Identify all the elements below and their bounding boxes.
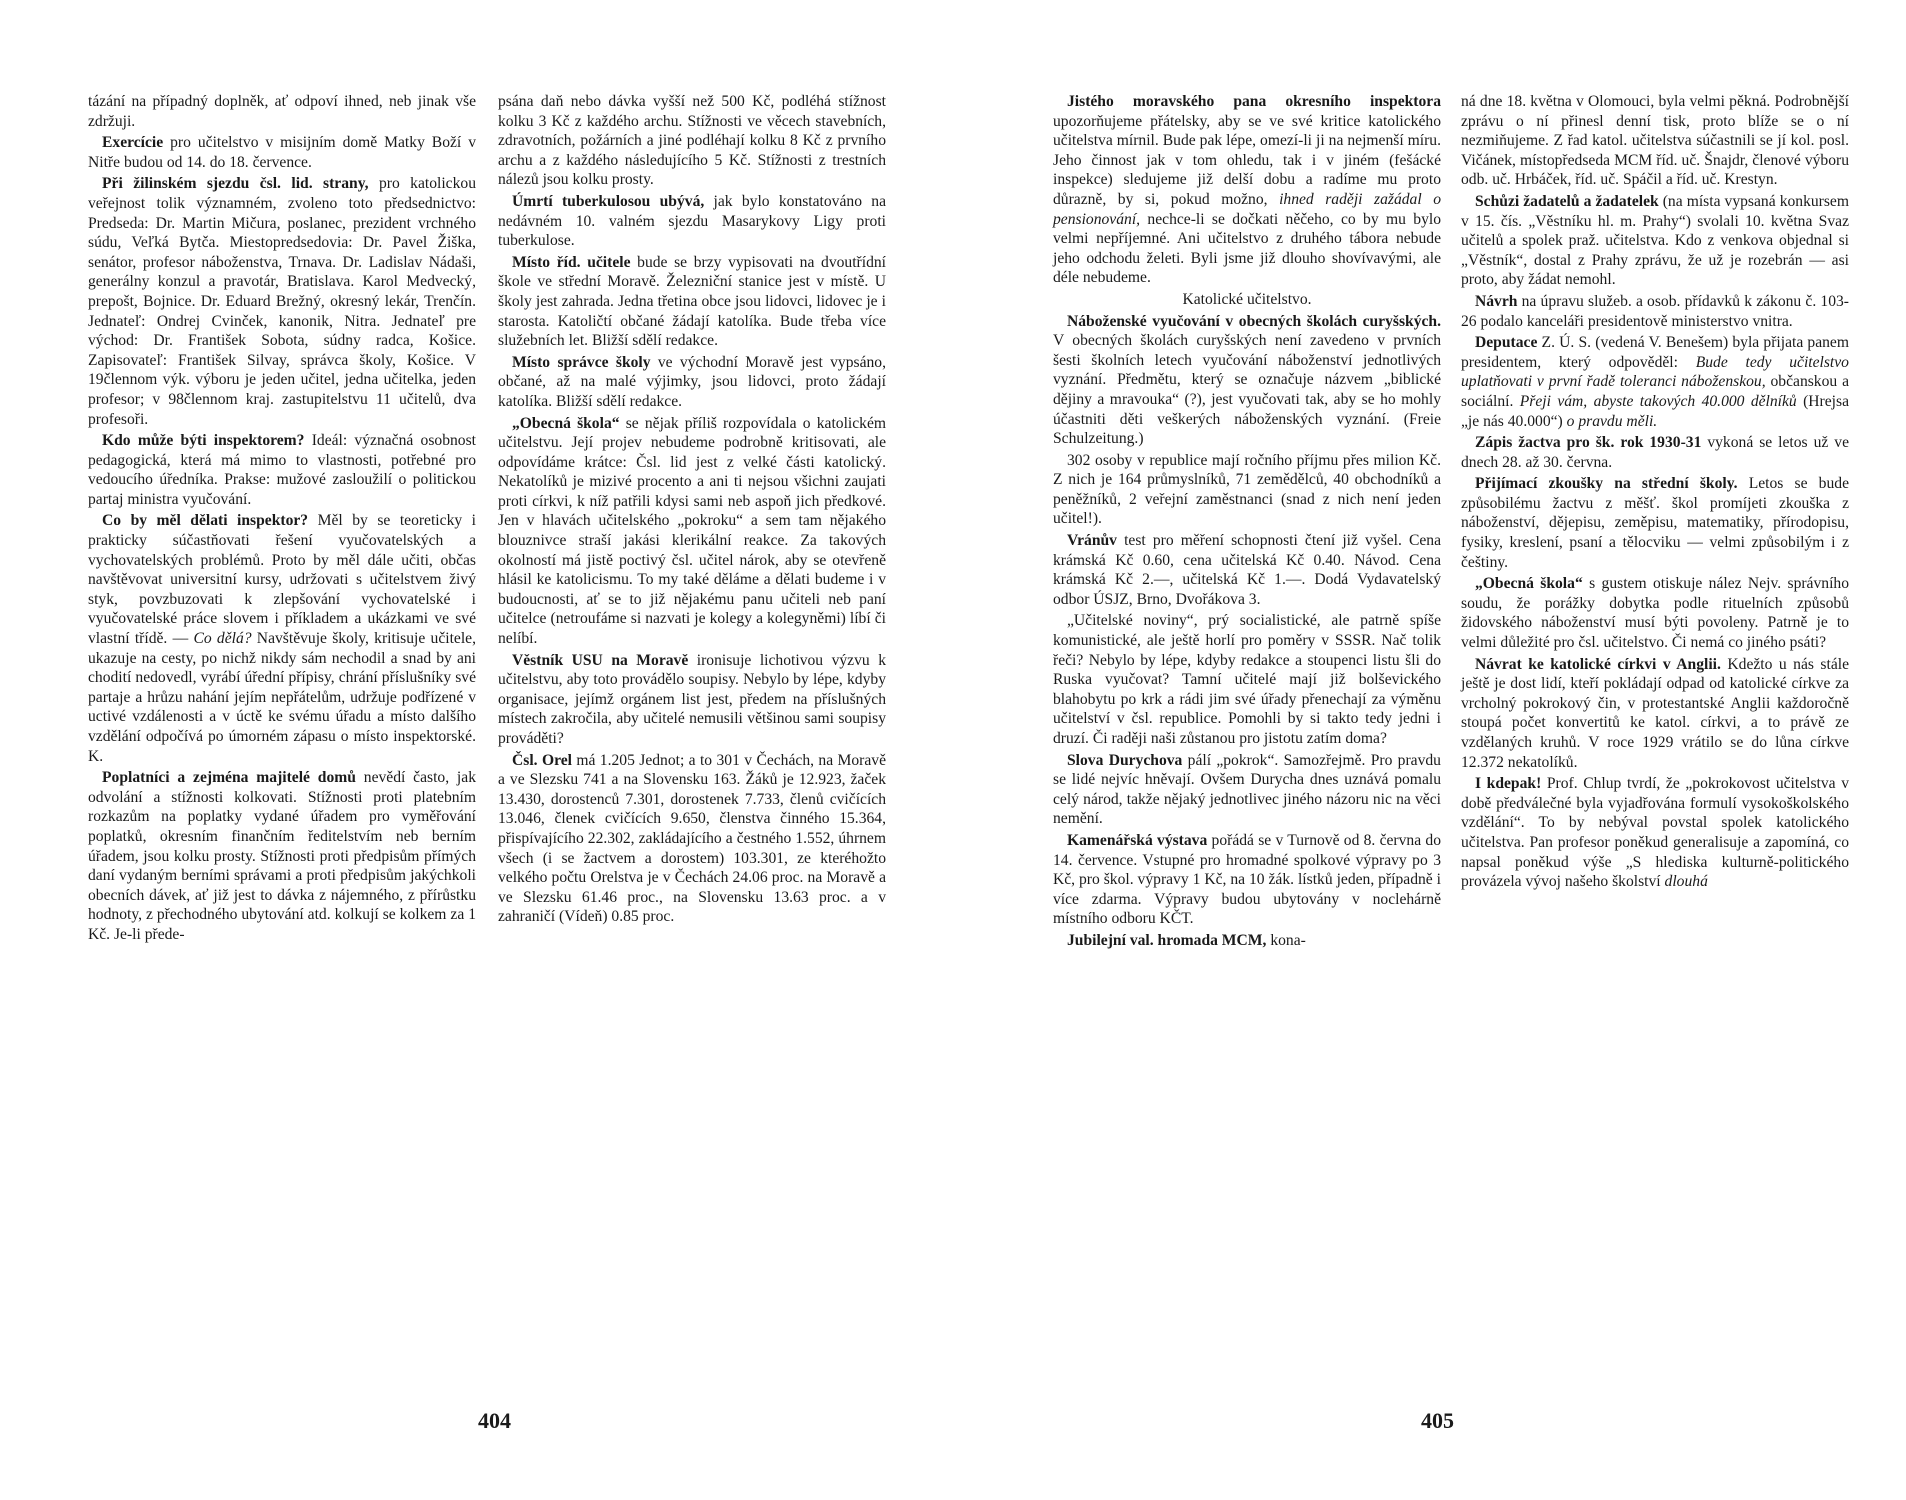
emphasis-text: Bude tedy učitelstvo uplatňovati v první řadě toleranci náboženskou, [1461, 353, 1849, 391]
article-paragraph [1053, 451, 1441, 529]
article-paragraph [1053, 751, 1441, 829]
article-paragraph [1461, 192, 1849, 290]
article-paragraph [1053, 611, 1441, 748]
article-heading: Návrh [1475, 292, 1518, 310]
article-text: test pro měření schopnosti čtení již vyšel. Cena krámská Kč 0.60, cena učitelská Kč 0.40. Návod. Cena krámská Kč 2.—, učitelská Kč 1.—. Dodá Vydavatelský odbor ÚSJZ, Brno, Dvořákova 3. [1053, 532, 1441, 608]
article-paragraph [498, 751, 886, 927]
article-text: Kdežto u nás stále ještě je dost lidí, kteří pokládají odpad od katolické církve za vrcholný pokrokový čin, v protestantské Anglii každoročně stoupá počet konvertitů ke katol. církvi, a to právě ze vzdělaných kruhů. V roce 1929 vrátilo se do lůna církve 12.372 nekatolíků. [1461, 655, 1849, 771]
article-text: Prof. Chlup tvrdí, že „pokrokovost učitelstva v době předválečné byla vyjadřována formulí vysokoškolského vzdělání“. To by nebýval povstal spolek katolického učitelstva. Pan profesor poněkud generalisuje a zapomíná, co napsal poněkud výše „S hlediska kulturně-politického provázela vývoj našeho školství [1461, 775, 1849, 891]
article-paragraph [88, 768, 476, 944]
article-heading: Věstník USU na Moravě [512, 651, 689, 669]
article-paragraph [498, 92, 886, 190]
article-paragraph [88, 133, 476, 172]
article-heading: Místo správce školy [512, 353, 651, 371]
article-text: Z. Ú. S. (vedená V. Benešem) byla přijata panem presidentem, který odpověděl: [1461, 334, 1849, 371]
right-page [953, 0, 1906, 1500]
article-text: vykoná se letos už ve dnech 28. až 30. června. [1461, 434, 1849, 471]
page-number-right: 405 [1421, 1408, 1454, 1433]
article-text: bude se brzy vypisovati na dvoutřídní škole ve střední Moravě. Železniční stanice jest v místě. U školy jest zahrada. Jedna třetina obce jsou lidovci, lidovec je i starosta. Katoličtí občané žádají katolíka. Bude třeba více služebních let. Bližší sdělí redakce. [498, 253, 887, 350]
article-heading: Kdo může býti inspektorem? [102, 432, 305, 450]
article-text: tázání na případný doplněk, ať odpoví ihned, neb jinak vše zdržuji. [88, 93, 476, 130]
article-text: na úpravu služeb. a osob. přídavků k zákonu č. 103-26 podalo kanceláři presidentově ministerstvo vnitra. [1461, 292, 1849, 330]
article-text: jak bylo konstatováno na nedávném 10. valném sjezdu Masarykovy Ligy proti tuberkulose. [498, 192, 886, 250]
article-heading: Schůzi žadatelů a žadatelek [1475, 192, 1659, 210]
article-text: (na místa vypsaná konkursem v 15. čís. „Věstníku hl. m. Prahy“) svolali 10. května Svaz učitelů a spolek praž. učitelstva. Kdo z venkova objednal si „Věstník“, dostal z Prahy zprávu, že už je rozebrán — asi proto, aby žádat nemohl. [1461, 192, 1849, 289]
article-paragraph [1461, 333, 1849, 431]
article-text: Měl by se teoreticky i prakticky súčastňovati řešení vyučovatelských a vychovatelských problémů. Proto by měl dále učiti, občas navštěvovat universitní kursy, udržovati s učitelstvem živý styk, povzbuzovati k zlepšování vychovatelské i vyučovatelské práce slovem i příkladem a ukázkami ve své vlastní třídě. — [88, 512, 476, 648]
article-paragraph [1461, 433, 1849, 472]
emphasis-text: o pravdu měli. [1566, 412, 1658, 430]
article-heading: Kamenářská výstava [1067, 831, 1208, 849]
article-heading: Deputace [1475, 334, 1538, 352]
article-text: má 1.205 Jednot; a to 301 v Čechách, na Moravě a ve Slezsku 741 a na Slovensku 163. Žáků je 12.923, žaček 13.430, dorostenců 7.301, dorostenek 7.733, členů cvičících 13.046, členek cvičících 9.650, členstva činného 15.364, přispívajícího 22.302, zakládajícího a čestného 1.552, úhrnem všech (i se žactvem a dorostem) 103.301, ze kteréhožto velkého počtu Orelstva je v Čechách 24.06 proc. na Moravě a ve Slezsku 61.46 proc., na Slovensku 13.63 proc. a v zahraničí (Vídeň) 0.85 proc. [498, 751, 886, 926]
article-paragraph [1053, 531, 1441, 609]
emphasis-text: dlouhá [1664, 873, 1708, 891]
article-heading: Slova Durychova [1067, 751, 1183, 769]
article-paragraph [1053, 312, 1441, 449]
emphasis-text: Co dělá? [193, 630, 252, 648]
article-text: 302 osoby v republice mají ročního příjmu přes milion Kč. Z nich je 164 průmyslníků, 71 zemědělců, 40 obchodníků a peněžníků, 2 veřejní zaměstnanci (snad z nich není jeden učitel!). [1053, 451, 1441, 528]
article-paragraph [88, 431, 476, 509]
article-text: „Učitelské noviny“, prý socialistické, ale patrně spíše komunistické, ale ještě horlí pro poměry v SSSR. Nač tolik řeči? Nebylo by lépe, kdyby redakce a stoupenci listu šli do Ruska vyučovat? Tamní učitelé mají již bolševického blahobytu po krk a rádi jim své úřady přenechají za výměnu učitelství v čsl. republice. Pomohli by si takto tedy jedni i druzí. Či raději naši zůstanou pro jistotu zatím doma? [1053, 612, 1441, 747]
article-heading: Návrat ke katolické církvi v Anglii. [1475, 655, 1721, 673]
article-paragraph [88, 174, 476, 429]
left-column-2 [498, 92, 886, 929]
article-text: ná dne 18. května v Olomouci, byla velmi pěkná. Podrobnější zprávu o ní přinesl denní tisk, proto blíže se o ní nezmiňujeme. Z řad katol. učitelstva súčastnili se jí kol. posl. Vičánek, místopředseda MCM říd. uč. Šnajdr, členové výboru odb. uč. Hrbáček, říd. uč. Spáčil a říd. uč. Krestyn. [1461, 93, 1849, 189]
article-text: Ideál: význačná osobnost pedagogická, která má mimo to vlastnosti, potřebné pro vedoucího úředníka. Prakse: mužové zasloužilí o politickou partaj ministra vyučování. [88, 432, 476, 508]
article-text: kona- [1266, 931, 1306, 949]
article-text: se nějak příliš rozpovídala o katolickém učitelstvu. Její projev nebudeme podrobně kritisovati, ale odpovídáme krátce: Čsl. lid jest z velké části katolický. Nekatolíků je mizivé procento a ani ti nejsou všichni zaujati proti církvi, k níž patřili kdysi sami neb aspoň jich předkové. Jen v hlavách učitelského „pokroku“ a sem tam nějakého blouznivce straší jakási klerikální reakce. Za takových okolností má jistě poctivý čsl. učitel nárok, aby se otevřeně hlásil ke katolicismu. To my také děláme a dělati budeme i v budoucnosti, ať se to již nějakému panu učiteli neb paní učitelce (netroufáme si nazvati je kolegy a kolegyněmi) líbí či nelíbí. [498, 414, 887, 648]
article-paragraph [498, 253, 886, 351]
article-heading: Poplatníci a zejména majitelé domů [102, 769, 356, 787]
article-paragraph [498, 353, 886, 412]
article-text: pro učitelstvo v misijním domě Matky Boží v Nitře budou od 14. do 18. července. [88, 134, 476, 171]
right-column-1 [1053, 92, 1441, 953]
article-paragraph [1461, 774, 1849, 892]
article-text: psána daň nebo dávka vyšší než 500 Kč, podléhá stížnost kolku 3 Kč z každého archu. Stížnosti ve věcech stavebních, zdravotních, požárních a jiné podléhají kolku 8 Kč z prvního archu a z každého následujícího 5 Kč. Stížnosti z trestních nálezů jsou kolku prosty. [498, 93, 886, 189]
article-paragraph [498, 192, 886, 251]
article-text: pálí „pokrok“. Samozřejmě. Pro pravdu se lidé nejvíc hněvají. Ovšem Durycha dnes uznává pomalu celý národ, takže nějaký jednotlivec jiného názoru nic na věci nemění. [1053, 751, 1441, 828]
article-heading: Jubilejní val. hromada MCM, [1067, 931, 1267, 949]
article-text: pořádá se v Turnově od 8. června do 14. července. Vstupné pro hromadné spolkové výpravy po 3 Kč, pro škol. výpravy 1 Kč, na 10 žák. lístků jeden, případně i více zdarma. Výpravy budou ubytovány v noclehárně místního odboru KČT. [1053, 831, 1441, 928]
article-paragraph [1053, 290, 1441, 310]
article-heading: Přijímací zkoušky na střední školy. [1475, 475, 1738, 493]
article-heading: Náboženské vyučování v obecných školách curyšských. [1067, 312, 1441, 330]
article-text: upozorňujeme přátelsky, aby se ve své kritice katolického učitelstva mírnil. Bude pak lépe, omezí-li ji na nejmenší míru. Jeho činnost jak v tom ohledu, tak i v jiném (fešácké inspekce) sledujeme již delší dobu a radíme mu proto důrazně, by si, pokud možno, [1053, 112, 1441, 208]
article-heading: Co by měl dělati inspektor? [102, 512, 309, 530]
article-paragraph [1053, 931, 1441, 951]
article-heading: Čsl. Orel [512, 751, 572, 769]
article-paragraph [88, 92, 476, 131]
left-column-1 [88, 92, 476, 947]
article-paragraph [88, 511, 476, 766]
article-heading: Jistého moravského pana okresního inspektora [1067, 93, 1441, 110]
article-heading: „Obecná škola“ [512, 414, 620, 432]
page-number-left: 404 [478, 1408, 511, 1433]
emphasis-text: ihned raději zažádal o pensionování, [1053, 190, 1441, 228]
article-text: Navštěvuje školy, kritisuje učitele, ukazuje na cesty, po nichž nikdy sám nechodil a snad by ani chodití nedovedl, vyrábí úřední přípisy, chrání příslušníky své partaje a hrůzu nahání jejím nepřátelům, udržuje podřízené v uctivé vzdálenosti a v úctě ke svému úřadu a místo dalšího vzdělání odpočívá po úmorném zápasu o místo inspektorské. K. [88, 630, 476, 765]
article-text: (Hrejsa „je nás 40.000“) [1461, 392, 1849, 430]
article-paragraph [1461, 92, 1849, 190]
article-heading: Vránův [1067, 532, 1117, 550]
article-text: Letos se bude způsobilému žactvu z měšť. škol promíjeti zkouška z náboženství, dějepisu, zeměpisu, matematiky, přírodopisu, fysiky, kreslení, psaní a tělocviku — velmi způsobilým i z češtiny. [1461, 475, 1849, 571]
article-text: nechce-li se dočkati něčeho, co by mu bylo velmi nepříjemné. Ani učitelstvo z druhého tábora nebude jeho odchodu želeti. Byli jsme již dlouho shovívavými, ale déle nebudeme. [1053, 210, 1441, 287]
article-text: s gustem otiskuje nález Nejv. správního soudu, že porážky dobytka podle rituelních způsobů židovského náboženství musí býti povoleny. Patrně je to velmi důležité pro čsl. učitelstvo. Či nemá co jiného psáti? [1461, 575, 1849, 652]
article-text: pro katolickou veřejnost tolik významném, zvoleno toto předsednictvo: Predseda: Dr. Martin Mičura, poslanec, prezident vrchného súdu, Veľká Bytča. Miestopredsedovia: Dr. Pavel Žiška, senátor, profesor náboženstva, Trnava. Dr. Ladislav Nádaši, generálny konzul a pravotár, Bratislava. Karol Medvecký, prepošt, Bojnice. Dr. Eduard Brežný, okresný lekár, Trenčín. Jednateľ: Ondrej Cvinček, kanonik, Nitra. Jednateľ pre východ: Dr. František Sobota, súdny radca, Košice. Zapisovateľ: František Silvay, správca školy, Košice. V 19člennom výk. výboru je jeden učitel, jedna učitelka, jeden profesor; v 98člennom kraj. zastupitelstvu 11 učitelů, dva profesoři. [88, 175, 476, 428]
article-text: V obecných školách curyšských není zavedeno v prvních šesti školních letech vyučování náboženství jednotlivých vyznání. Předmětu, který se označuje názvem „biblické dějiny a mravouka“ (?), jest vyučovati tak, aby se ho mohly účastniti děti veškerých náboženských vyznání. (Freie Schulzeitung.) [1053, 332, 1441, 448]
article-text: ve východní Moravě jest vypsáno, občané, až na malé výjimky, jsou lidovci, proto žádají katolíka. Bližší sdělí redakce. [498, 353, 886, 410]
article-heading: Při žilinském sjezdu čsl. lid. strany, [102, 175, 369, 193]
article-heading: Úmrtí tuberkulosou ubývá, [512, 192, 705, 210]
article-text: ironisuje lichotivou výzvu k učitelstvu, aby toto provádělo soupisy. Nebylo by lépe, kdyby organisace, jejímž orgánem list jest, předem na příslušných místech zakročila, aby učitelé nemusili většinou sami soupisy prováděti? [498, 651, 886, 747]
article-text: nevědí často, jak odvolání a stížnosti kolkovati. Stížnosti proti platebním rozkazům na poplatky vydané úřadem pro vyměřování poplatků, okresním finančním ředitelstvím neb berním úřadem, jsou kolku prosty. Stížnosti proti předpisům přímých daní vydaným berními správami a proti předpisům jakýchkoli obecních dávek, ať již jest to dávka z nájemného, z přírůstku hodnoty, z přechodného ubytování atd. kolkují se kolkem za 1 Kč. Je-li přede- [88, 769, 476, 943]
article-paragraph [1461, 292, 1849, 331]
article-paragraph [1461, 574, 1849, 652]
article-heading: Zápis žactva pro šk. rok 1930-31 [1475, 434, 1702, 452]
article-heading: Exercície [102, 134, 164, 152]
article-paragraph [1461, 655, 1849, 773]
article-text: občanskou a sociální. [1461, 373, 1849, 410]
article-paragraph [498, 651, 886, 749]
article-paragraph [1461, 474, 1849, 572]
article-heading: „Obecná škola“ [1475, 575, 1583, 593]
article-paragraph [1053, 92, 1441, 288]
article-text: Katolické učitelstvo. [1182, 290, 1312, 308]
article-paragraph [1053, 831, 1441, 929]
article-heading: I kdepak! [1475, 775, 1542, 793]
emphasis-text: Přeji vám, abyste takových 40.000 dělníků [1519, 392, 1797, 410]
article-heading: Místo říd. učitele [512, 253, 631, 271]
right-column-2 [1461, 92, 1849, 894]
article-paragraph [498, 414, 886, 649]
